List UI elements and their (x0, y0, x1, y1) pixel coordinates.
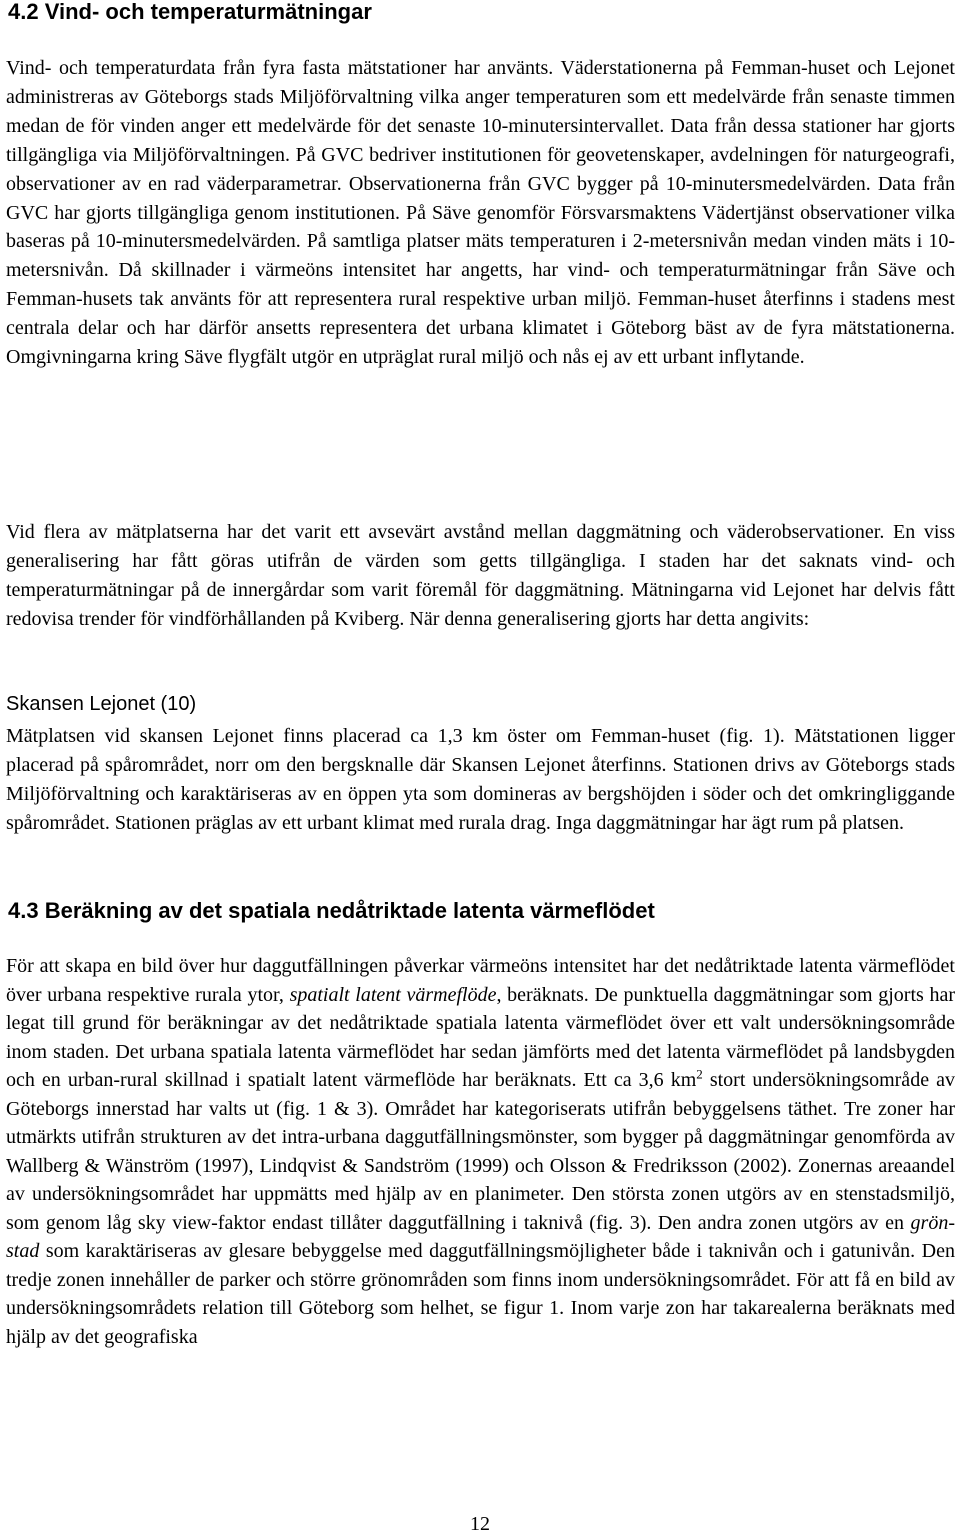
italic-term-spatial-latent-heat-flux: spatialt latent värmeflöde (289, 983, 497, 1006)
paragraph-generalisation: Vid flera av mätplatserna har det varit ett avsevärt avstånd mellan daggmätning och väderobservationer. En viss generalisering har fått göras utifrån de värden som getts tillgängliga. I staden har det saknats vind- och temperaturmätningar på de innergårdar som varit föremål för daggmätning. Mätningarna vid Lejonet har delvis fått redovisa trender för vindförhållanden på Kviberg. När denna generalisering gjorts har detta angivits: (6, 521, 955, 630)
text-segment: , beräknats. De punktuella daggmätningar som gjorts har legat till grund för beräkningar av det nedåtriktade spatiala latenta värmeflödet över ett valt undersökningsområde inom staden. Det urbana spatiala latenta värmeflödet har sedan jämförts med det latenta värmeflödet på landsbygden och en urban-rural skillnad i spatialt latent värmeflöde har beräknats. Ett ca 3,6 km (6, 983, 956, 1091)
section-heading-4-2: 4.2 Vind- och temperaturmätningar (8, 0, 372, 24)
subheading-skansen-lejonet: Skansen Lejonet (10) (6, 693, 197, 715)
section-heading-4-3: 4.3 Beräkning av det spatiala nedåtriktade latenta värmeflödet (8, 898, 655, 923)
text-segment: För att skapa en bild över hur daggutfällningen påverkar värmeöns intensitet har det nedåtriktade latenta värmeflödet över urbana respektive rurala ytor, (6, 955, 955, 1006)
superscript-squared: 2 (696, 1066, 703, 1082)
page-number: 12 (470, 1513, 490, 1535)
italic-term-green-city: grön-stad (6, 1211, 955, 1262)
paragraph-skansen-lejonet: Mätplatsen vid skansen Lejonet finns placerad ca 1,3 km öster om Femman-huset (fig. 1). Mätstationen ligger placerad på spårområdet, norr om den bergsknalle där Skansen Lejonet återfinns. Stationen drivs av Göteborgs stads Miljöförvaltning och karaktäriseras av en öppen yta som domineras av bergshöjden i söder och det omkringliggande spårområdet. Stationen präglas av ett urbant klimat med rurala drag. Inga daggmätningar har ägt rum på platsen. (6, 725, 955, 834)
paragraph-wind-temperature-data: Vind- och temperaturdata från fyra fasta mätstationer har använts. Väderstationerna på Femman-huset och Lejonet administreras av Göteborgs stads Miljöförvaltning vilka anger temperaturen som ett medelvärde från senaste timmen medan de för vinden anger ett medelvärde för det senaste 10-minutersintervallet. Data från dessa stationer har gjorts tillgängliga via Miljöförvaltningen. På GVC bedriver institutionen för geovetenskaper, avdelningen för naturgeografi, observationer av en rad väderparametrar. Observationerna från GVC bygger på 10-minutersmedelvärden. Data från GVC har gjorts tillgängliga genom institutionen. På Säve genomför Försvarsmaktens Vädertjänst observationer vilka baseras på 10-minutersmedelvärden. På samtliga platser mäts temperaturen i 2-metersnivån medan vinden mäts i 10-metersnivån. Då skillnader i värmeöns intensitet har angetts, har vind- och temperaturmätningar från Säve och Femman-husets tak använts för att representera rural respektive urban miljö. Femman-huset återfinns i stadens mest centrala delar och har därför ansetts representera det urbana klimatet i Göteborg bäst av de fyra mätstationerna. Omgivningarna kring Säve flygfält utgör en utpräglat rural miljö och nås ej av ett urbant inflytande. (6, 57, 955, 369)
text-segment: som karaktäriseras av glesare bebyggelse med daggutfällningsmöjligheter både i taknivån och i gatunivån. Den tredje zonen innehåller de parker och större grönområden som finns inom undersökningsområdet. För att få en bild av undersökningsområdets relation till Göteborg som helhet, se figur 1. Inom varje zon har takarealerna beräknats med hjälp av det geografiska (6, 1240, 955, 1348)
paragraph-spatial-latent-heat-flux (6, 952, 955, 1351)
text-segment: stort undersökningsområde av Göteborgs innerstad har valts ut (fig. 1 & 3). Området har kategoriserats utifrån bebyggelsens täthet. Tre zoner har utmärkts utifrån strukturen av det intra-urbana daggutfällningsmönster, som bygger på daggmätningar genomförda av Wallberg & Wänström (1997), Lindqvist & Sandström (1999) och Olsson & Fredriksson (2002). Zonernas areaandel av undersökningsområdet har uppmätts med hjälp av en planimeter. Den största zonen utgörs av en stenstadsmiljö, som genom låg sky view-faktor endast tillåter daggutfällning i taknivå (fig. 3). Den andra zonen utgörs av en (6, 1069, 955, 1234)
